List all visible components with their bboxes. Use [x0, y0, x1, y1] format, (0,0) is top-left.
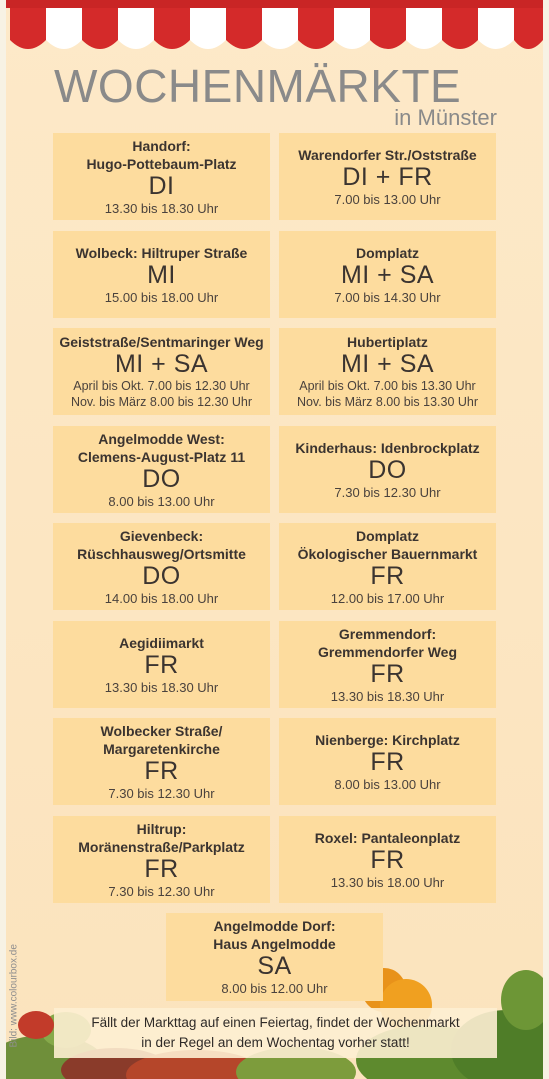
- market-time-summer: April bis Okt. 7.00 bis 12.30 Uhr: [73, 379, 250, 393]
- market-card: [53, 718, 270, 805]
- market-days: DO: [368, 455, 407, 484]
- market-card: [53, 523, 270, 610]
- market-time-winter: Nov. bis März 8.00 bis 12.30 Uhr: [70, 395, 253, 409]
- market-name: Nienberge: Kirchplatz: [315, 731, 460, 748]
- market-card: [279, 523, 496, 610]
- market-time: 12.00 bis 17.00 Uhr: [330, 590, 445, 606]
- market-days: FR: [370, 845, 405, 874]
- market-days: DI + FR: [342, 162, 433, 191]
- market-card: [166, 913, 383, 1001]
- market-card: [279, 621, 496, 708]
- holiday-note-line1: Fällt der Markttag auf einen Feiertag, findet der Wochenmarkt: [91, 1015, 460, 1030]
- market-name: Wolbecker Straße/: [100, 722, 223, 739]
- market-days: MI + SA: [340, 350, 435, 378]
- market-card: [279, 816, 496, 903]
- market-days: FR: [144, 650, 179, 679]
- market-time: 8.00 bis 13.00 Uhr: [334, 776, 441, 792]
- market-days: MI + SA: [114, 350, 209, 378]
- image-credit: Bild: www.colourbox.de: [8, 944, 20, 1048]
- market-name: Aegidiimarkt: [119, 634, 204, 651]
- market-card: [53, 231, 270, 318]
- market-card: [53, 816, 270, 903]
- market-location: Hugo-Pottebaum-Platz: [86, 155, 237, 172]
- market-days: FR: [370, 561, 405, 590]
- market-location: Clemens-August-Platz 11: [77, 448, 246, 465]
- market-days: SA: [257, 952, 292, 980]
- market-name: Hubertiplatz: [347, 334, 428, 350]
- market-location: Haus Angelmodde: [213, 936, 336, 952]
- market-days: FR: [370, 747, 405, 776]
- market-name: Warendorfer Str./Oststraße: [298, 146, 477, 163]
- page-title: WOCHENMÄRKTE: [54, 60, 462, 112]
- market-days: MI: [147, 260, 176, 289]
- market-time: 13.30 bis 18.30 Uhr: [330, 688, 445, 704]
- market-time: 7.30 bis 12.30 Uhr: [108, 785, 215, 801]
- market-days: DO: [142, 464, 181, 493]
- market-name: Domplatz: [356, 527, 419, 544]
- market-name: Angelmodde Dorf:: [213, 918, 336, 934]
- market-card: [279, 133, 496, 220]
- market-name: Geiststraße/Sentmaringer Weg: [59, 334, 264, 350]
- market-time: 15.00 bis 18.00 Uhr: [104, 289, 219, 305]
- market-card: [279, 231, 496, 318]
- market-card: [53, 133, 270, 220]
- market-days: DI: [148, 171, 175, 200]
- market-time: 7.00 bis 13.00 Uhr: [334, 191, 441, 207]
- market-card: [279, 426, 496, 513]
- market-location: Rüschhausweg/Ortsmitte: [77, 545, 246, 562]
- market-days: FR: [144, 756, 179, 785]
- poster: [6, 0, 543, 1079]
- market-days: MI + SA: [340, 260, 435, 289]
- market-time: 13.30 bis 18.00 Uhr: [330, 874, 445, 890]
- market-card: [53, 621, 270, 708]
- market-name: Kinderhaus: Idenbrockplatz: [295, 439, 480, 456]
- market-days: DO: [142, 561, 181, 590]
- market-name: Gremmendorf:: [338, 625, 437, 642]
- market-location: Moränenstraße/Parkplatz: [78, 838, 245, 855]
- market-days: FR: [144, 854, 179, 883]
- market-card: [279, 718, 496, 805]
- market-name: Wolbeck: Hiltruper Straße: [75, 244, 248, 261]
- market-time-summer: April bis Okt. 7.00 bis 13.30 Uhr: [299, 379, 476, 393]
- market-time: 14.00 bis 18.00 Uhr: [104, 590, 219, 606]
- market-time: 7.30 bis 12.30 Uhr: [108, 883, 215, 899]
- market-location: Gremmendorfer Weg: [318, 643, 457, 660]
- market-location: Ökologischer Bauernmarkt: [297, 545, 478, 562]
- market-card: [279, 328, 496, 415]
- page-subtitle: in Münster: [394, 105, 497, 130]
- market-awning: [6, 0, 543, 66]
- market-name: Roxel: Pantaleonplatz: [314, 829, 461, 846]
- market-location: Margaretenkirche: [103, 740, 220, 757]
- market-card: [53, 328, 270, 415]
- market-time: 8.00 bis 13.00 Uhr: [108, 493, 215, 509]
- market-name: Angelmodde West:: [98, 430, 225, 447]
- market-card: [53, 426, 270, 513]
- holiday-note-line2: in der Regel an dem Wochentag vorher statt!: [141, 1035, 410, 1050]
- market-time-winter: Nov. bis März 8.00 bis 13.30 Uhr: [296, 395, 479, 409]
- market-time: 7.30 bis 12.30 Uhr: [334, 484, 441, 500]
- market-name: Hiltrup:: [136, 820, 187, 837]
- market-name: Gievenbeck:: [119, 527, 204, 544]
- holiday-note: [54, 1008, 497, 1058]
- market-name: Domplatz: [356, 244, 419, 261]
- market-time: 8.00 bis 12.00 Uhr: [221, 981, 328, 996]
- market-name: Handorf:: [132, 137, 191, 154]
- market-time: 13.30 bis 18.30 Uhr: [104, 200, 219, 216]
- market-time: 7.00 bis 14.30 Uhr: [334, 289, 441, 305]
- market-days: FR: [370, 659, 405, 688]
- market-time: 13.30 bis 18.30 Uhr: [104, 679, 219, 695]
